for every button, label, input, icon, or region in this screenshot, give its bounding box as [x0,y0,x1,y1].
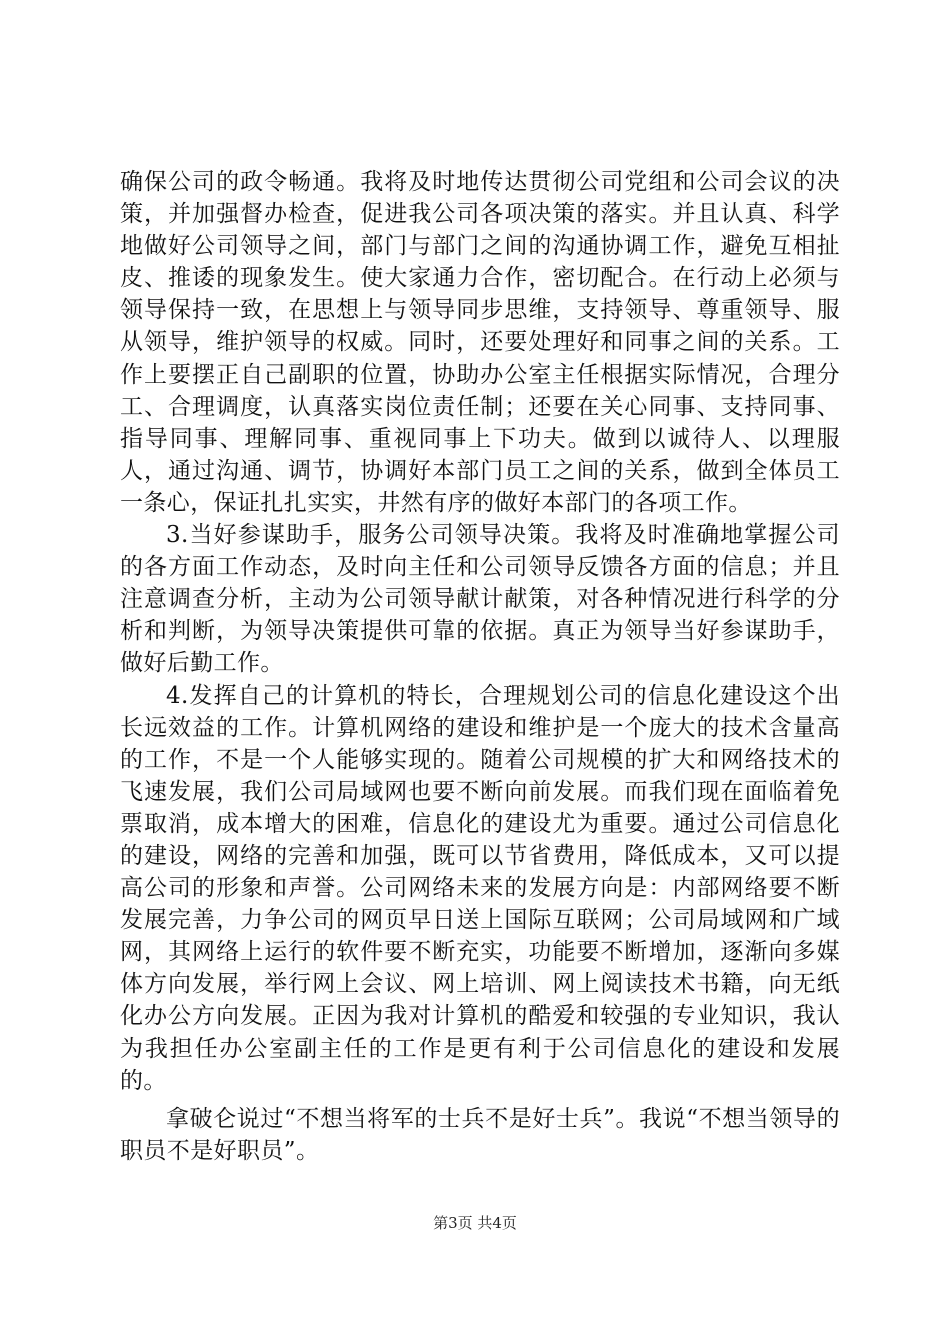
document-body [120,166,840,1167]
page-number-footer: 第3页 共4页 [433,1214,517,1232]
paragraph-continuation: 确保公司的政令畅通。我将及时地传达贯彻公司党组和公司会议的决策，并加强督办检查，促进我公司各项决策的落实。并且认真、科学地做好公司领导之间，部门与部门之间的沟通协调工作，避免互相扯皮、推诿的现象发生。使大家通力合作，密切配合。在行动上必须与领导保持一致，在思想上与领导同步思维，支持领导、尊重领导、服从领导，维护领导的权威。同时，还要处理好和同事之间的关系。工作上要摆正自己副职的位置，协助办公室主任根据实际情况，合理分工、合理调度，认真落实岗位责任制；还要在关心同事、支持同事、指导同事、理解同事、重视同事上下功夫。做到以诚待人、以理服人，通过沟通、调节，协调好本部门员工之间的关系，做到全体员工一条心，保证扎扎实实，井然有序的做好本部门的各项工作。 [120,169,840,516]
paragraph-closing-quote: 拿破仑说过“不想当将军的士兵不是好士兵”。我说“不想当领导的职员不是好职员”。 [120,1105,840,1164]
paragraph-item-3: 3.当好参谋助手，服务公司领导决策。我将及时准确地掌握公司的各方面工作动态，及时向主任和公司领导反馈各方面的信息；并且注意调查分析，主动为公司领导献计献策，对各种情况进行科学的分析和判断，为领导决策提供可靠的依据。真正为领导当好参谋助手，做好后勤工作。 [120,522,840,677]
paragraph-item-4: 4.发挥自己的计算机的特长，合理规划公司的信息化建设这个出长远效益的工作。计算机网络的建设和维护是一个庞大的技术含量高的工作，不是一个人能够实现的。随着公司规模的扩大和网络技术的飞速发展，我们公司局域网也要不断向前发展。而我们现在面临着免票取消，成本增大的困难，信息化的建设尤为重要。通过公司信息化的建设，网络的完善和加强，既可以节省费用，降低成本，又可以提高公司的形象和声誉。公司网络未来的发展方向是：内部网络要不断发展完善，力争公司的网页早日送上国际互联网；公司局域网和广域网，其网络上运行的软件要不断充实，功能要不断增加，逐渐向多媒体方向发展，举行网上会议、网上培训、网上阅读技术书籍，向无纸化办公方向发展。正因为我对计算机的酷爱和较强的专业知识，我认为我担任办公室副主任的工作是更有利于公司信息化的建设和发展的。 [120,682,840,1094]
